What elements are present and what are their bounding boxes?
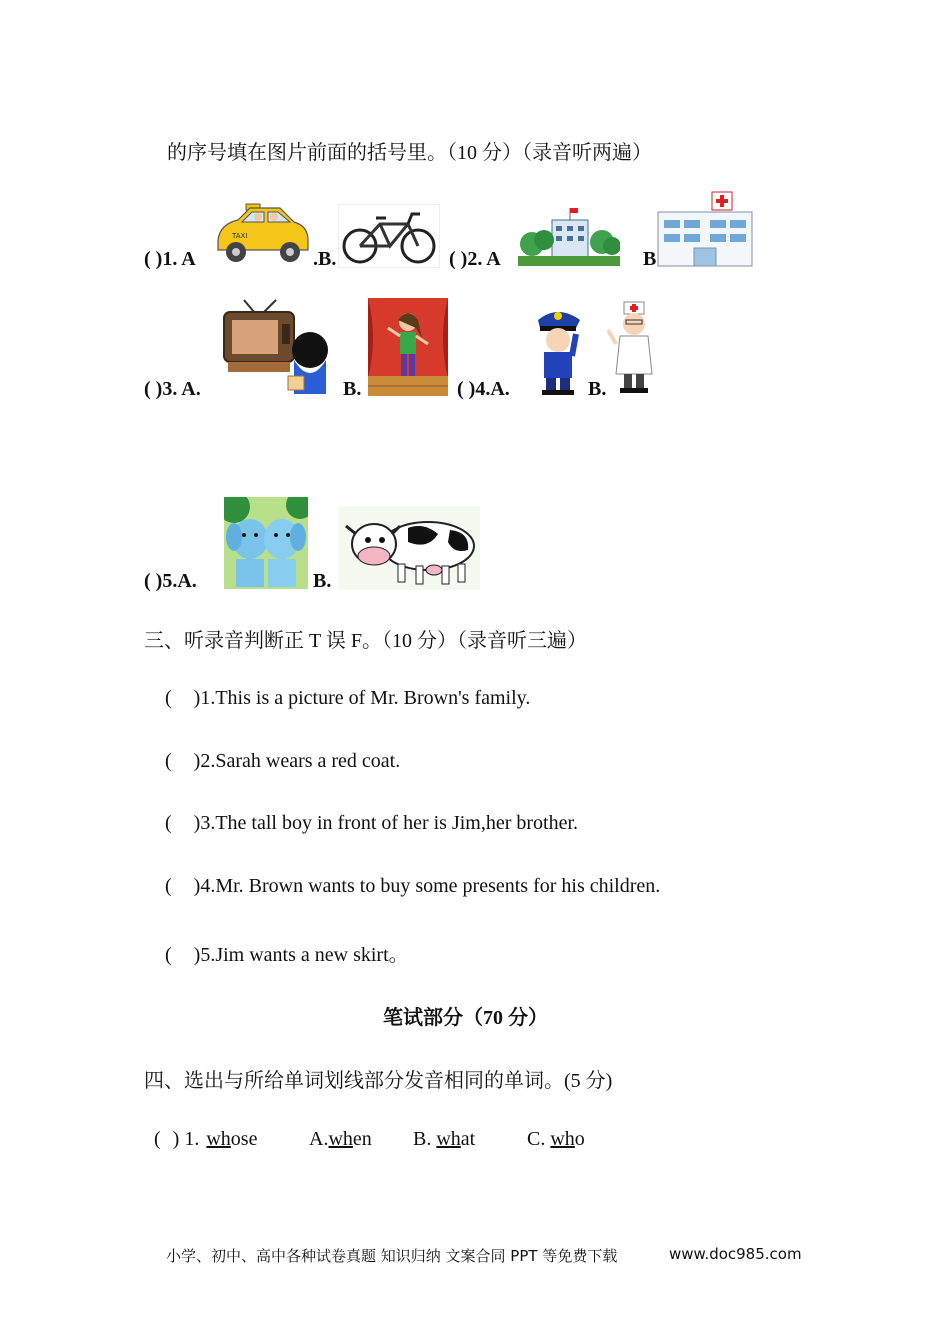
footer-url[interactable]: www.doc985.com xyxy=(669,1245,802,1263)
answer-paren: ( xyxy=(165,812,172,834)
statement-text: )5.Jim wants a new skirt。 xyxy=(193,944,409,966)
hospital-icon xyxy=(654,190,756,268)
q3-text: )3. xyxy=(155,378,178,400)
q2-text: )2. A xyxy=(460,248,501,270)
doctor-icon xyxy=(606,300,662,396)
q2-b-label: B xyxy=(643,248,657,270)
statement-text: )3.The tall boy in front of her is Jim,her brother. xyxy=(193,812,579,834)
section3-heading: 三、听录音判断正 T 误 F。（10 分）（录音听三遍） xyxy=(144,630,587,652)
section4-heading: 四、选出与所给单词划线部分发音相同的单词。(5 分) xyxy=(144,1070,613,1092)
s4-q1-row xyxy=(154,1128,257,1151)
footer-text: 小学、初中、高中各种试卷真题 知识归纳 文案合同 PPT 等免费下载 xyxy=(166,1247,618,1265)
girl-dancing-icon xyxy=(368,298,448,396)
list-item xyxy=(165,812,578,835)
option-c: C. who xyxy=(527,1128,585,1150)
q3-paren: ( xyxy=(144,378,151,400)
q5-b-label: B. xyxy=(313,570,332,592)
list-item xyxy=(165,687,530,710)
question-number: ) 1. xyxy=(172,1128,200,1150)
statement-text: )4.Mr. Brown wants to buy some presents for his children. xyxy=(193,875,661,897)
option-b: B. what xyxy=(413,1128,476,1150)
taxi-icon xyxy=(210,198,314,268)
q4-label xyxy=(457,378,510,401)
q2-paren: ( xyxy=(449,248,456,270)
q2-label xyxy=(449,248,501,271)
q3-a-label: A. xyxy=(181,378,201,400)
bicycle-icon xyxy=(338,204,440,268)
policeman-icon xyxy=(530,304,586,396)
q3-label xyxy=(144,378,201,401)
q3-b-label: B. xyxy=(343,378,362,400)
school-icon xyxy=(518,206,620,266)
list-item xyxy=(165,750,400,773)
list-item xyxy=(165,938,409,967)
q4-text: )4.A. xyxy=(468,378,510,400)
answer-paren: ( xyxy=(154,1128,161,1150)
q4-b-label: B. xyxy=(588,378,607,400)
statement-text: )1.This is a picture of Mr. Brown's family. xyxy=(193,687,531,709)
tv-watching-icon xyxy=(218,298,332,396)
answer-paren: ( xyxy=(165,944,172,966)
elephants-icon xyxy=(224,497,308,589)
statement-text: )2.Sarah wears a red coat. xyxy=(193,750,401,772)
section2-instruction: 的序号填在图片前面的括号里。（10 分）（录音听两遍） xyxy=(167,142,652,164)
q1-paren: ( xyxy=(144,248,151,270)
answer-paren: ( xyxy=(165,750,172,772)
answer-paren: ( xyxy=(165,687,172,709)
option-a: A.when xyxy=(309,1128,372,1150)
given-word: whose xyxy=(206,1128,258,1150)
list-item xyxy=(165,875,660,898)
q5-paren: ( xyxy=(144,570,151,592)
q4-paren: ( xyxy=(457,378,464,400)
answer-paren: ( xyxy=(165,875,172,897)
given-word-underline: wh xyxy=(206,1128,231,1150)
q5-text: )5.A. xyxy=(155,570,197,592)
q1-label xyxy=(144,248,196,271)
q1-b-label: .B. xyxy=(313,248,337,270)
svg-text:TAXI: TAXI xyxy=(232,232,248,240)
q5-label xyxy=(144,570,197,593)
q1-text: )1. A xyxy=(155,248,196,270)
cow-icon xyxy=(338,506,480,590)
written-part-title: 笔试部分（70 分） xyxy=(383,1007,548,1029)
